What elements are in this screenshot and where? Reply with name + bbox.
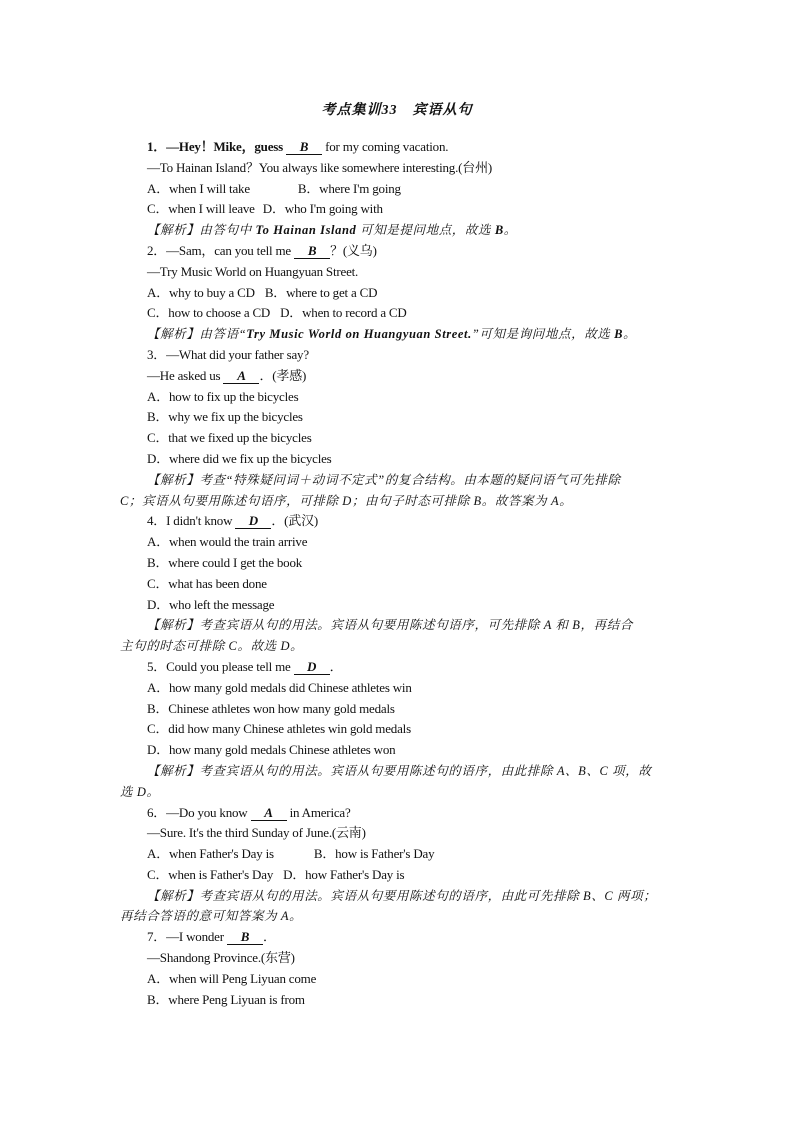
answer-blank: A	[251, 806, 287, 821]
option-b: B．how is Father's Day	[313, 846, 435, 862]
question-2-reply: —Try Music World on Huangyuan Street.	[147, 263, 359, 279]
stem-text: ？(义乌)	[330, 242, 377, 258]
question-5-explanation-line1: 【解析】考查宾语从句的用法。宾语从句要用陈述句的语序，由此排除 A、B、C 项，故	[147, 763, 652, 778]
stem-text: Could you please tell me	[166, 658, 294, 674]
answer-blank: D	[235, 514, 271, 529]
question-5-option-c: C．did how many Chinese athletes win gold medals	[147, 721, 411, 737]
option-b: B．where I'm going	[297, 180, 401, 196]
question-3-option-a: A．how to fix up the bicycles	[147, 388, 299, 404]
stem-text: —Hey！Mike，guess	[166, 139, 287, 154]
question-7-option-a: A．when will Peng Liyuan come	[147, 970, 317, 986]
question-number: 5．	[147, 658, 167, 674]
answer-blank: A	[223, 369, 259, 384]
question-3-explanation-line1: 【解析】考查“特殊疑问词＋动词不定式”的复合结构。由本题的疑问语气可先排除	[147, 472, 621, 487]
option-d: D．who I'm going with	[262, 201, 383, 217]
stem-text: ．(孝感)	[259, 367, 307, 383]
question-4-stem	[120, 511, 680, 532]
question-4-option-b: B．where could I get the book	[147, 554, 303, 570]
question-5-option-d: D．how many gold medals Chinese athletes won	[147, 742, 396, 758]
question-3-option-c: C．that we fixed up the bicycles	[147, 430, 312, 446]
question-4-option-a: A．when would the train arrive	[147, 534, 308, 550]
explain-text: 【解析】由答句中	[147, 223, 256, 238]
explain-text: 可知是提问地点，故选	[356, 223, 495, 238]
stem-text: I didn't know	[166, 513, 236, 529]
question-5-explanation-line2: 选 D。	[120, 784, 160, 799]
question-2-options-cd	[120, 303, 680, 324]
answer-blank: B	[286, 140, 322, 155]
option-c: C．when I will leave	[147, 201, 255, 217]
option-a: A．why to buy a CD	[147, 284, 255, 300]
question-3-option-b: B．why we fix up the bicycles	[147, 409, 303, 425]
question-4-option-d: D．who left the message	[147, 596, 275, 612]
question-number: 1．	[147, 139, 167, 154]
question-4-explanation-line1: 【解析】考查宾语从句的用法。宾语从句要用陈述句语序，可先排除 A 和 B，再结合	[147, 618, 633, 633]
stem-text: for my coming vacation.	[322, 139, 449, 154]
explain-text: 。	[623, 327, 637, 342]
question-2-stem	[120, 241, 680, 262]
question-5-option-a: A．how many gold medals did Chinese athletes win	[147, 679, 412, 695]
question-5-option-b: B．Chinese athletes won how many gold medals	[147, 700, 395, 716]
question-5-stem	[120, 657, 680, 678]
answer-blank: B	[294, 244, 330, 259]
question-1-options-cd	[120, 199, 680, 220]
question-1-stem	[120, 137, 680, 158]
question-6-options-ab	[120, 844, 680, 865]
question-7-option-b: B．where Peng Liyuan is from	[147, 991, 305, 1007]
stem-text: —What did your father say?	[166, 346, 309, 362]
stem-text: in America?	[286, 804, 351, 820]
explain-answer: B	[494, 223, 504, 238]
option-c: C．how to choose a CD	[147, 305, 271, 321]
option-d: D．how Father's Day is	[283, 866, 405, 882]
option-b: B．where to get a CD	[264, 284, 378, 300]
stem-text: —He asked us	[147, 367, 224, 383]
stem-text: —Sam，can you tell me	[166, 242, 295, 258]
option-d: D．when to record a CD	[280, 305, 407, 321]
stem-text: —I wonder	[166, 929, 227, 945]
question-list	[120, 137, 680, 1010]
explain-text: ”可知是询问地点，故选	[471, 327, 615, 342]
explain-key: To Hainan Island	[255, 223, 357, 238]
explain-text: 【解析】由答语“	[147, 327, 247, 342]
question-3-stem	[120, 345, 680, 366]
question-2-options-ab	[120, 283, 680, 304]
answer-blank: B	[227, 930, 263, 945]
option-a: A．when I will take	[147, 180, 250, 196]
answer-blank: D	[294, 660, 330, 675]
question-3-option-d: D．where did we fix up the bicycles	[147, 450, 332, 466]
question-2-explanation	[120, 324, 680, 345]
question-7-stem	[120, 927, 680, 948]
explain-answer: B	[614, 327, 624, 342]
question-6-explanation-line1: 【解析】考查宾语从句的用法。宾语从句要用陈述句的语序，由此可先排除 B、C 两项；	[147, 888, 657, 903]
question-1-explanation	[120, 220, 680, 241]
option-c: C．when is Father's Day	[147, 866, 274, 882]
question-1-reply: —To Hainan Island？You always like somewhere interesting.(台州)	[147, 159, 493, 175]
question-3-explanation-line2: C；宾语从句要用陈述句语序，可排除 D；由句子时态可排除 B。故答案为 A。	[120, 493, 573, 508]
question-number: 4．	[147, 513, 167, 529]
question-4-option-c: C．what has been done	[147, 575, 267, 591]
stem-text: ．(武汉)	[271, 513, 319, 529]
question-6-explanation-line2: 再结合答语的意可知答案为 A。	[120, 909, 303, 924]
question-6-reply: —Sure. It's the third Sunday of June.(云南)	[147, 825, 366, 841]
question-number: 3．	[147, 346, 167, 362]
question-number: 2．	[147, 242, 167, 258]
explain-text: 。	[503, 223, 517, 238]
page-title: 考点集训33 宾语从句	[321, 103, 473, 118]
question-6-options-cd	[120, 865, 680, 886]
question-1-options-ab	[120, 179, 680, 200]
stem-text: ．	[262, 929, 276, 945]
question-7-reply: —Shandong Province.(东营)	[147, 950, 295, 966]
stem-text: —Do you know	[166, 804, 251, 820]
question-6-stem	[120, 803, 680, 824]
question-number: 7．	[147, 929, 167, 945]
stem-text: ．	[329, 658, 343, 674]
question-4-explanation-line2: 主句的时态可排除 C。故选 D。	[120, 639, 304, 654]
question-3-reply	[120, 366, 680, 387]
option-a: A．when Father's Day is	[147, 846, 274, 862]
question-number: 6．	[147, 804, 167, 820]
explain-key: Try Music World on Huangyuan Street.	[246, 327, 472, 342]
